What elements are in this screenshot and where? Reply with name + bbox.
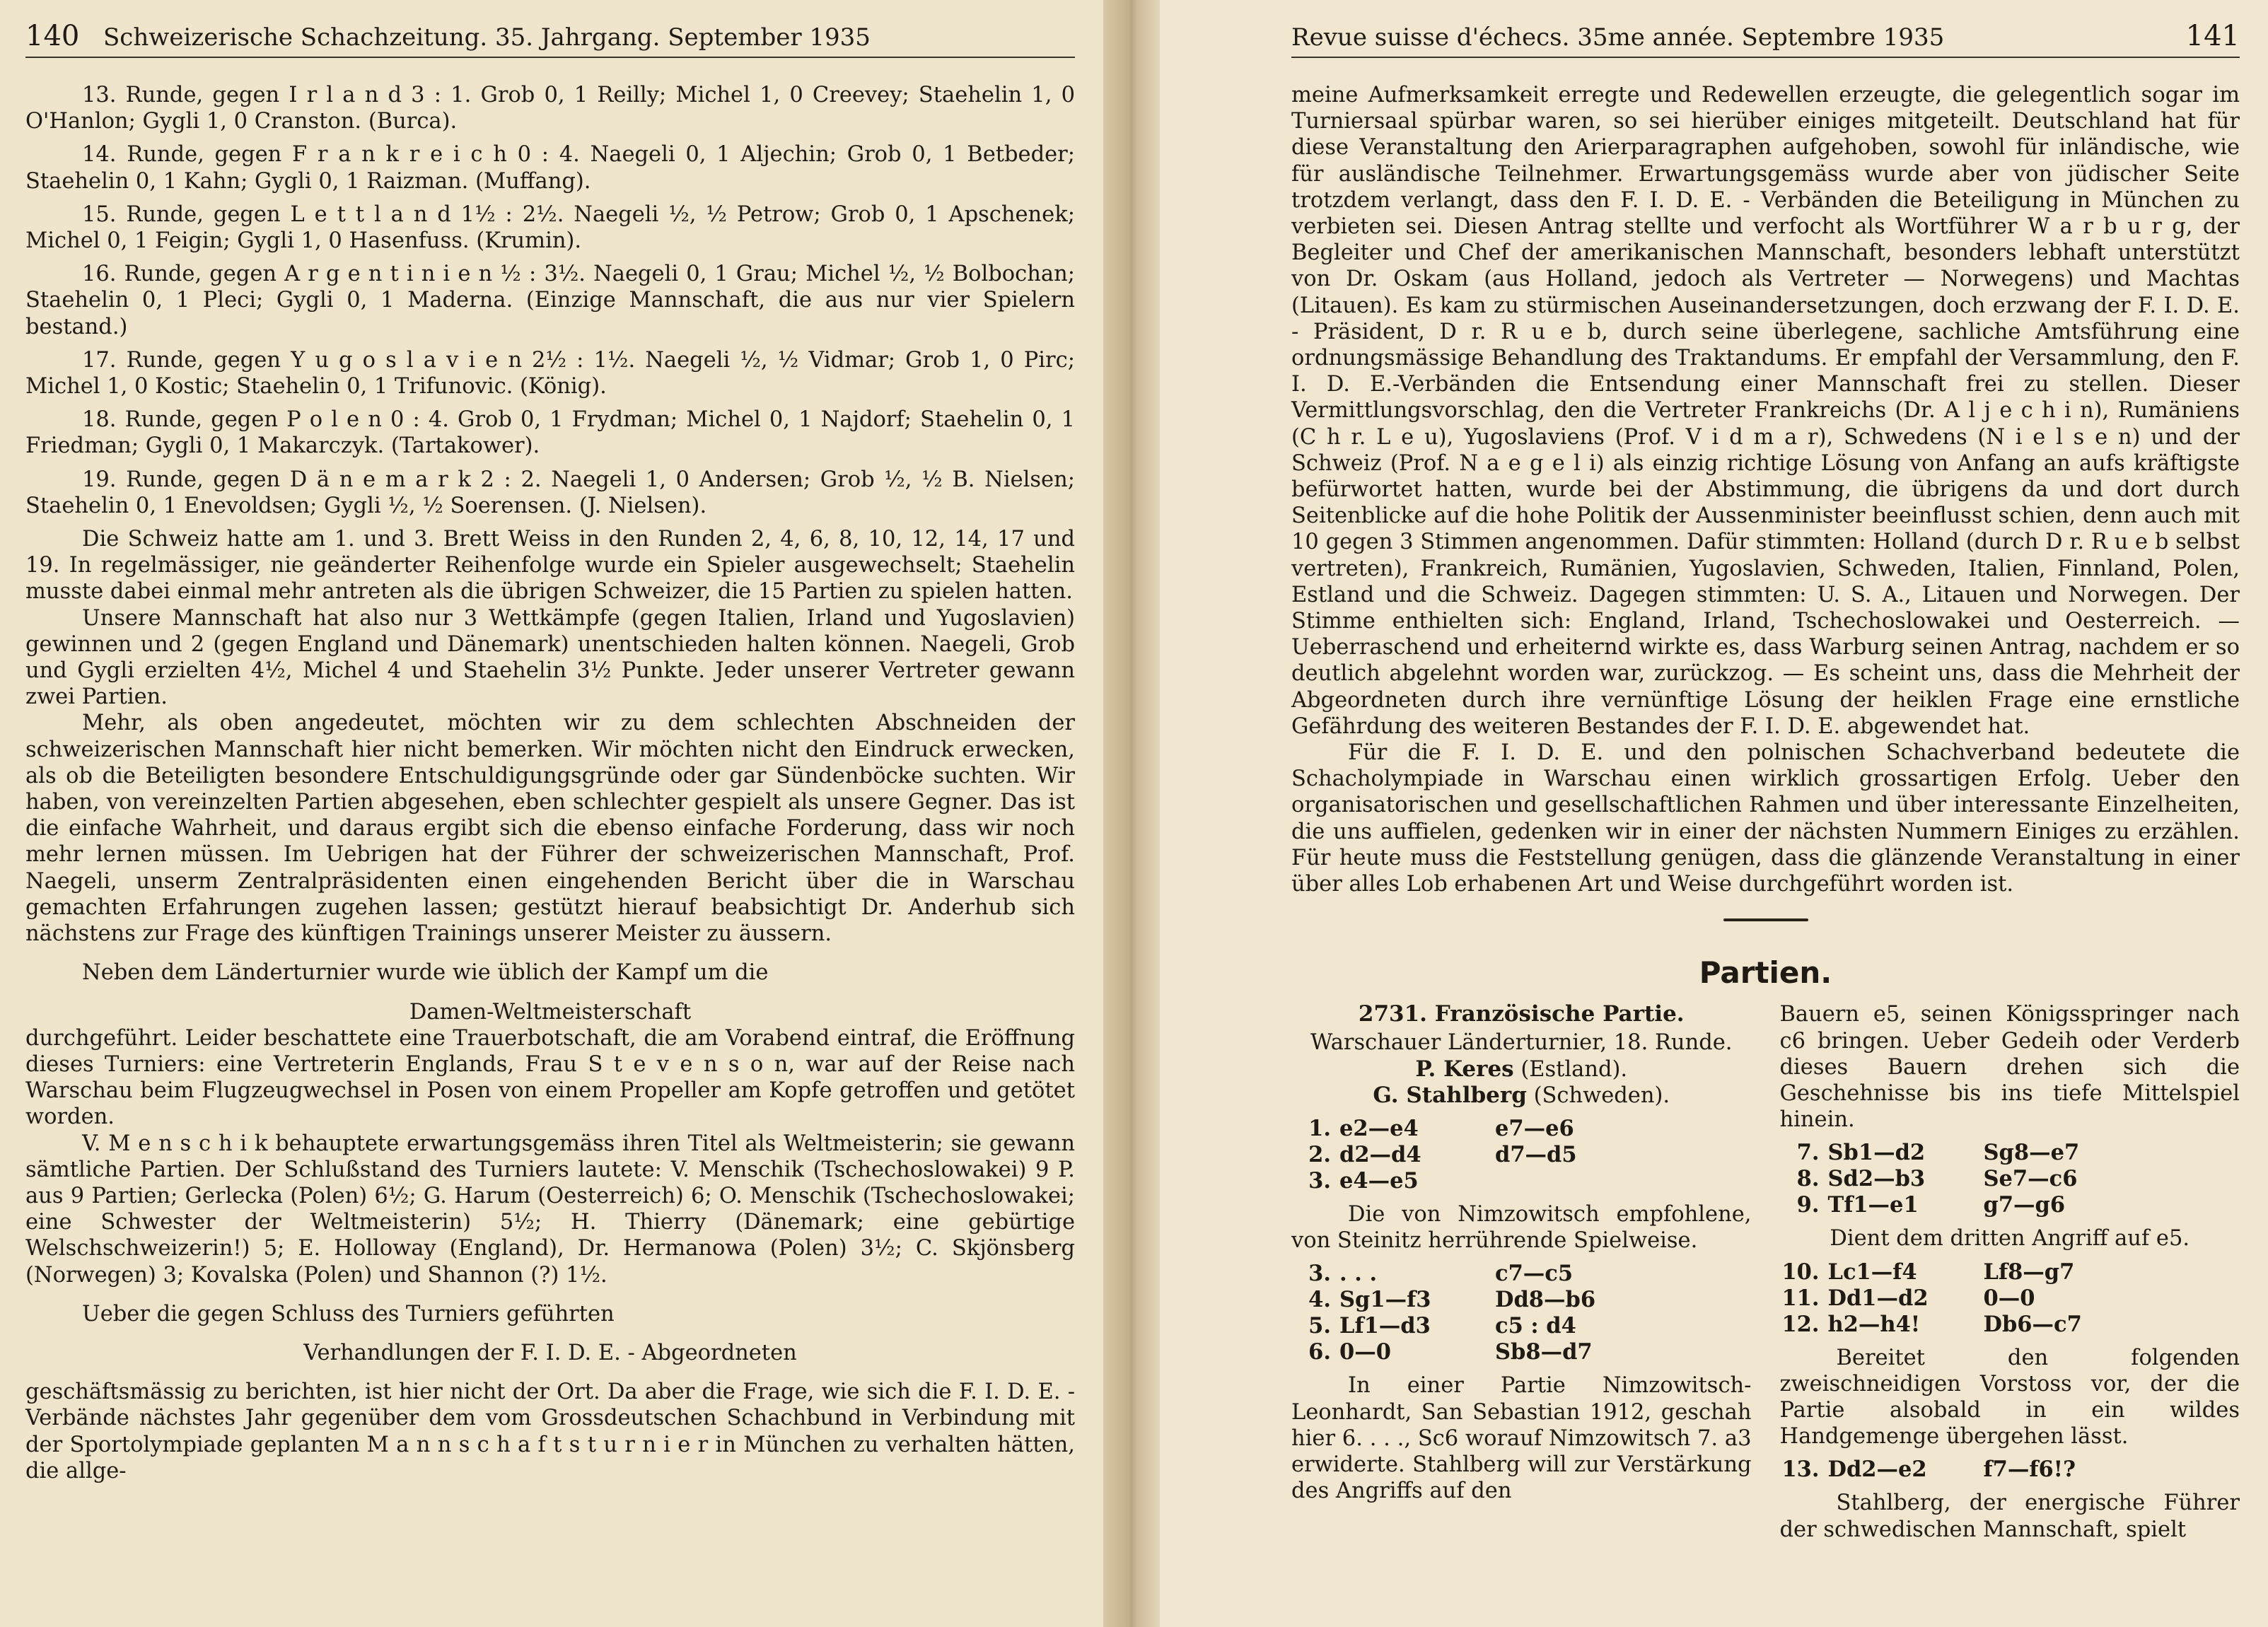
white-move: e4—e5	[1339, 1167, 1419, 1194]
move-number: 11.	[1781, 1285, 1820, 1311]
game-columns	[1291, 1001, 2240, 1542]
black-move: Sg8—e7	[1983, 1140, 2080, 1166]
move-row	[1780, 1312, 2240, 1338]
paragraph-munich-debate: meine Aufmerksamkeit erregte und Redewellen erzeugte, die gelegentlich sogar im Turniersaal spürbar waren, so sei hierüber einiges mitgeteilt. Deutschland hat für diese Veranstaltung den Arierparagraphen aufgehoben, sowohl für inländische, wie für ausländische Teilnehmer. Erwartungsgemäss wurde aber von jüdischer Seite trotzdem verlangt, dass den F. I. D. E. - Verbänden die Beteiligung in München zu verbieten sei. Diesen Antrag stellte und verfocht als Wortführer W a r b u r g, der Begleiter und Chef der amerikanischen Mannschaft, besonders lebhaft unterstützt von Dr. Oskam (aus Holland, jedoch als Vertreter — Norwegens) und Machtas (Litauen). Es kam zu stürmischen Auseinandersetzungen, doch erzwang der F. I. D. E. - Präsident, D r. R u e b, durch seine überlegene, sachliche Amtsführung eine ordnungsmässige Behandlung des Traktandums. Er empfahl der Versammlung, den F. I. D. E.-Verbänden die Entsendung einer Mannschaft frei zu stellen. Dieser Vermittlungsvorschlag, den die Vertreter Frankreichs (Dr. A l j e c h i n), Rumäniens (C h r. L e u), Yugoslaviens (Prof. V i d m a r), Schwedens (N i e l s e n) und der Schweiz (Prof. N a e g e l i) als einzig richtige Lösung von Anfang an aufs kräftigste befürwortet hatten, wurde bei der Abstimmung, die übrigens da und dort durch Seitenblicke auf die hohe Politik der Aussenminister beeinflusst schien, denn auch mit 10 gegen 3 Stimmen angenommen. Dafür stimmten: Holland (durch D r. R u e b selbst vertreten), Frankreich, Rumänien, Yugoslavien, Schweden, Italien, Finnland, Polen, Estland und die Schweiz. Dagegen stimmten: U. S. A., Litauen und Norwegen. Der Stimme enthielten sich: England, Irland, Tschechoslowakei und Oesterreich. — Ueberraschend und erheiternd wirkte es, dass Warburg seinen Antrag, nachdem er so deutlich abgelehnt worden war, zurückzog. — Es scheint uns, dass die Mehrheit der Abgeordneten durch ihre vernünftige Lösung der heiklen Frage eine ernstliche Gefährdung des weiteren Bestandes der F. I. D. E. abgewendet hat.	[1291, 83, 2240, 739]
heading-fide-negotiations: Verhandlungen der F. I. D. E. - Abgeordneten	[303, 1340, 797, 1365]
round-18: 18. Runde, gegen P o l e n 0 : 4. Grob 0, 1 Frydman; Michel 0, 1 Najdorf; Staehelin 0, 1 Friedman; Gygli 0, 1 Makarczyk. (Tartakower).	[25, 407, 1075, 459]
white-move: h2—h4!	[1827, 1311, 1921, 1337]
white-move: e2—e4	[1339, 1115, 1419, 1141]
right-page	[1160, 0, 2268, 1627]
white-country: (Estland).	[1520, 1056, 1628, 1082]
left-page-number: 140	[25, 20, 80, 52]
move-number: 5.	[1308, 1313, 1331, 1339]
black-player: G. Stahlberg	[1373, 1082, 1527, 1108]
paragraph-commentary: Mehr, als oben angedeutet, möchten wir zu dem schlechten Abschneiden der schweizerischen Mannschaft hier nicht bemerken. Wir möchten nicht den Eindruck erwecken, als ob die Beteiligten besondere Entschuldigungsgründe oder gar Sündenböcke suchten. Wir haben, von vereinzelten Partien abgesehen, eben schlechter gespielt als unsere Gegner. Das ist die einfache Wahrheit, und daraus ergibt sich die ebenso einfache Forderung, dass wir noch mehr lernen müssen. Im Uebrigen hat der Führer der schweizerischen Mannschaft, Prof. Naegeli, unserm Zentralpräsidenten einen eingehenden Bericht über die in Warschau gemachten Erfahrungen zugehen lassen; gestützt hierauf beabsichtigt Dr. Anderhub sich nächstens zur Frage des künftigen Trainings unserer Meister zu äussern.	[25, 711, 1075, 947]
black-move: Dd8—b6	[1495, 1287, 1596, 1313]
moves-table-3	[1780, 1140, 2240, 1218]
right-page-header	[1291, 20, 2240, 58]
white-move: Sg1—f3	[1339, 1287, 1431, 1313]
move-row	[1291, 1287, 1752, 1313]
move-number: 1.	[1308, 1115, 1331, 1141]
book-gutter	[1103, 0, 1160, 1627]
move-number: 4.	[1308, 1287, 1331, 1313]
annotation-1: Die von Nimzowitsch empfohlene, von Steinitz herrührende Spielweise.	[1291, 1201, 1752, 1254]
paragraph-intro-fide: Ueber die gegen Schluss des Turniers geführten	[82, 1301, 615, 1326]
black-player-line	[1291, 1083, 1752, 1109]
white-player-line	[1291, 1056, 1752, 1083]
round-13: 13. Runde, gegen I r l a n d 3 : 1. Grob 0, 1 Reilly; Michel 1, 0 Creevey; Staehelin 1, 0 O'Hanlon; Gygli 1, 0 Cranston. (Burca).	[25, 83, 1075, 134]
white-move: Dd1—d2	[1827, 1285, 1929, 1311]
move-number: 2.	[1308, 1141, 1331, 1167]
left-page	[0, 0, 1103, 1627]
game-title: 2731. Französische Partie.	[1358, 1001, 1685, 1027]
white-move: 0—0	[1339, 1339, 1391, 1365]
paragraph-olympiad-success: Für die F. I. D. E. und den polnischen Schachverband bedeutete die Schacholympiade in Warschau einen wirklich grossartigen Erfolg. Ueber den organisatorischen und gesellschaftlichen Rahmen und über interessante Einzelheiten, die uns auffielen, gedenken wir in einer der nächsten Nummern Einiges zu erzählen. Für heute muss die Feststellung genügen, dass die glänzende Veranstaltung in einer über alles Lob erhabenen Art und Weise durchgeführt worden ist.	[1291, 740, 2240, 897]
left-page-header	[25, 20, 1075, 58]
game-column-left	[1291, 1001, 1752, 1542]
round-14: 14. Runde, gegen F r a n k r e i c h 0 : 4. Naegeli 0, 1 Aljechin; Grob 0, 1 Betbeder; Staehelin 0, 1 Kahn; Gygli 0, 1 Raizman. (Muffang).	[25, 142, 1075, 194]
paragraph-fide-negotiations: geschäftsmässig zu berichten, ist hier nicht der Ort. Da aber die Frage, wie sich die F. I. D. E. - Verbände nächstes Jahr gegenüber dem vom Grossdeutschen Schachbund in Verbindung mit der Sportolympiade geplanten M a n n s c h a f t s t u r n i e r in München zu verhalten hätten, die allge-	[25, 1380, 1075, 1483]
move-number: 10.	[1781, 1259, 1820, 1285]
move-row	[1780, 1259, 2240, 1285]
moves-table-1	[1291, 1116, 1752, 1194]
move-row	[1780, 1285, 2240, 1312]
black-move: e7—e6	[1495, 1115, 1574, 1141]
move-row	[1780, 1457, 2240, 1483]
right-page-number: 141	[2185, 20, 2240, 52]
white-move: Lc1—f4	[1827, 1259, 1917, 1285]
round-16: 16. Runde, gegen A r g e n t i n i e n ½ : 3½. Naegeli 0, 1 Grau; Michel ½, ½ Bolbochan; Staehelin 0, 1 Pleci; Gygli 0, 1 Maderna. (Einzige Mannschaft, die aus nur vier Spielern bestand.)	[25, 262, 1075, 339]
annotation-2: In einer Partie Nimzowitsch-Leonhardt, San Sebastian 1912, geschah hier 6. . . ., Sc6 worauf Nimzowitsch 7. a3 erwiderte. Stahlberg will zur Verstärkung des Angriffs auf den	[1291, 1373, 1752, 1504]
ornamental-divider	[1723, 919, 1808, 921]
move-number: 8.	[1796, 1166, 1820, 1192]
black-move: c5 : d4	[1495, 1313, 1576, 1339]
move-number: 13.	[1781, 1457, 1820, 1483]
white-move: d2—d4	[1339, 1141, 1421, 1167]
move-number: 9.	[1796, 1192, 1820, 1218]
move-number: 3.	[1308, 1167, 1331, 1194]
white-move: Tf1—e1	[1827, 1192, 1919, 1218]
move-row	[1291, 1339, 1752, 1365]
move-row	[1291, 1313, 1752, 1339]
move-row	[1291, 1261, 1752, 1287]
white-move: Lf1—d3	[1339, 1313, 1431, 1339]
black-move: 0—0	[1983, 1285, 2035, 1311]
black-move: Sb8—d7	[1495, 1339, 1593, 1365]
annotation-6: Stahlberg, der energische Führer der schwedischen Mannschaft, spielt	[1779, 1491, 2240, 1542]
move-row	[1780, 1192, 2240, 1218]
paragraph-team-results: Unsere Mannschaft hat also nur 3 Wettkämpfe (gegen Italien, Irland und Yugoslavien) gewinnen und 2 (gegen England und Dänemark) unentschieden halten können. Naegeli, Grob und Gygli erzielten 4½, Michel 4 und Staehelin 3½ Punkte. Jeder unserer Vertreter gewann zwei Partien.	[25, 605, 1075, 710]
move-row	[1780, 1140, 2240, 1166]
annotation-5: Bereitet den folgenden zweischneidigen Vorstoss vor, der die Partie alsobald in ein wildes Handgemenge übergehen lässt.	[1779, 1345, 2240, 1450]
paragraph-women-tournament: durchgeführt. Leider beschattete eine Trauerbotschaft, die am Vorabend eintraf, die Eröffnung dieses Turniers: eine Vertreterin Englands, Frau S t e v e n s o n, war auf der Reise nach Warschau beim Flugzeugwechsel in Posen von einem Propeller am Kopfe getroffen und getötet worden.	[25, 1025, 1075, 1130]
black-move	[1495, 1168, 1752, 1194]
black-move: c7—c5	[1495, 1261, 1574, 1287]
white-move: . . .	[1339, 1261, 1378, 1287]
moves-table-5	[1780, 1457, 2240, 1483]
black-move: f7—f6!?	[1983, 1457, 2076, 1483]
black-move: Se7—c6	[1983, 1166, 2078, 1192]
round-17: 17. Runde, gegen Y u g o s l a v i e n 2½ : 1½. Naegeli ½, ½ Vidmar; Grob 1, 0 Pirc; Michel 1, 0 Kostic; Staehelin 0, 1 Trifunovic. (König).	[25, 347, 1075, 400]
black-move: Lf8—g7	[1983, 1259, 2075, 1285]
move-row	[1780, 1166, 2240, 1192]
round-15: 15. Runde, gegen L e t t l a n d 1½ : 2½. Naegeli ½, ½ Petrow; Grob 0, 1 Apschenek; Michel 0, 1 Feigin; Gygli 1, 0 Hasenfuss. (Krumin).	[25, 202, 1075, 254]
move-number: 7.	[1796, 1140, 1820, 1166]
move-row	[1291, 1116, 1752, 1142]
annotation-4: Dient dem dritten Angriff auf e5.	[1830, 1226, 2190, 1252]
game-event: Warschauer Länderturnier, 18. Runde.	[1310, 1030, 1733, 1056]
move-row	[1291, 1168, 1752, 1194]
round-19: 19. Runde, gegen D ä n e m a r k 2 : 2. Naegeli 1, 0 Andersen; Grob ½, ½ B. Nielsen; Staehelin 0, 1 Enevoldsen; Gygli ½, ½ Soerensen. (J. Nielsen).	[25, 467, 1075, 518]
moves-table-2	[1291, 1261, 1752, 1365]
annotation-3: Bauern e5, seinen Königsspringer nach c6 bringen. Ueber Gedeih oder Verderb dieses Bauern drehen sich die Geschehnisse bis ins tiefe Mittelspiel hinein.	[1779, 1002, 2240, 1133]
moves-table-4	[1780, 1259, 2240, 1338]
black-move: g7—g6	[1983, 1192, 2066, 1218]
white-move: Dd2—e2	[1827, 1457, 1927, 1483]
move-number: 12.	[1781, 1311, 1820, 1337]
move-row	[1291, 1142, 1752, 1168]
white-move: Sb1—d2	[1827, 1140, 1926, 1166]
left-running-title: Schweizerische Schachzeitung. 35. Jahrgang. September 1935	[103, 23, 871, 52]
paragraph-intro-women: Neben dem Länderturnier wurde wie üblich der Kampf um die	[82, 960, 769, 986]
black-move: d7—d5	[1495, 1141, 1577, 1167]
right-running-title: Revue suisse d'échecs. 35me année. Septembre 1935	[1291, 23, 1945, 52]
heading-women-championship: Damen-Weltmeisterschaft	[409, 999, 692, 1025]
white-move: Sd2—b3	[1827, 1166, 1926, 1192]
move-number: 6.	[1308, 1339, 1331, 1365]
section-title-games: Partien.	[1699, 955, 1832, 991]
move-number: 3.	[1308, 1261, 1331, 1287]
game-column-right	[1780, 1001, 2240, 1542]
paragraph-swiss-colors: Die Schweiz hatte am 1. und 3. Brett Weiss in den Runden 2, 4, 6, 8, 10, 12, 14, 17 und 19. In regelmässiger, nie geänderter Reihenfolge wurde ein Spieler ausgewechselt; Staehelin musste dabei einmal mehr antreten als die übrigen Schweizer, die 15 Partien zu spielen hatten.	[25, 527, 1075, 605]
white-player: P. Keres	[1415, 1056, 1514, 1082]
black-move: Db6—c7	[1983, 1311, 2082, 1337]
black-country: (Schweden).	[1533, 1083, 1670, 1108]
paragraph-menschik-results: V. M e n s c h i k behauptete erwartungsgemäss ihren Titel als Weltmeisterin; sie gewann sämtliche Partien. Der Schlußstand des Turniers lautete: V. Menschik (Tschechoslowakei) 9 P. aus 9 Partien; Gerlecka (Polen) 6½; G. Harum (Oesterreich) 6; O. Menschik (Tschechoslowakei; eine Schwester der Weltmeisterin) 5½; H. Thierry (Dänemark; eine gebürtige Welschschweizerin!) 5; E. Holloway (England), Dr. Hermanowa (Polen) 3½; C. Skjönsberg (Norwegen) 3; Kovalska (Polen) und Shannon (?) 1½.	[25, 1131, 1075, 1288]
